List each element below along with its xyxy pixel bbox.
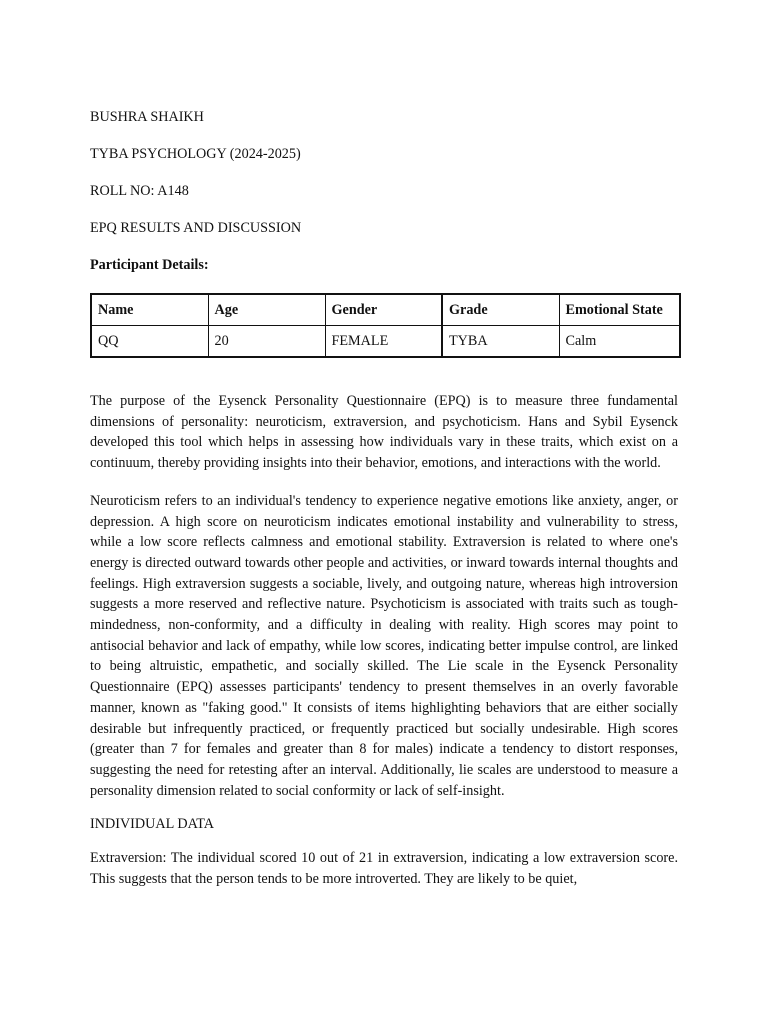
table-header-cell: Age <box>208 294 325 326</box>
table-cell: 20 <box>208 326 325 358</box>
table-header-cell: Name <box>91 294 208 326</box>
roll-number: ROLL NO: A148 <box>90 183 189 199</box>
table-header-cell: Emotional State <box>559 294 680 326</box>
table-header-cell: Gender <box>325 294 442 326</box>
participant-details-table <box>90 293 681 358</box>
participant-details-heading: Participant Details: <box>90 257 209 273</box>
table-cell: Calm <box>559 326 680 358</box>
table-row <box>91 326 680 358</box>
document-content <box>90 108 678 890</box>
intro-paragraph: The purpose of the Eysenck Personality Questionnaire (EPQ) is to measure three fundamental dimensions of personality: neuroticism, extraversion, and psychoticism. Hans and Sybil Eysenck developed this tool which helps in assessing how individuals vary in these traits, which exist on a continuum, thereby providing insights into their behavior, emotions, and interactions with the world. <box>90 393 678 472</box>
table-header-row <box>91 294 680 326</box>
traits-paragraph: Neuroticism refers to an individual's tendency to experience negative emotions like anxiety, anger, or depression. A high score on neuroticism indicates emotional instability and vulnerability to stress, while a low score reflects calmness and emotional stability. Extraversion is related to where one's energy is directed outward towards other people and activities, or inward towards internal thoughts and feelings. High extraversion suggests a sociable, lively, and outgoing nature, whereas high introversion suggests a more reserved and reflective nature. Psychoticism is associated with traits such as tough-mindedness, non-conformity, and a difficulty in dealing with reality. High scores may point to antisocial behavior and lack of empathy, while low scores, indicating better impulse control, are linked to being altruistic, empathetic, and socially skilled. The Lie scale in the Eysenck Personality Questionnaire (EPQ) assesses participants' tendency to present themselves in an overly favorable manner, known as "faking good." It consists of items highlighting behaviors that are either socially desirable but infrequently practiced, or frequently practiced but socially undesirable. High scores (greater than 7 for females and greater than 8 for males) indicate a tendency to distort responses, suggesting the need for retesting after an interval. Additionally, lie scales are understood to measure a personality dimension related to social conformity or lack of self-insight. <box>90 492 678 799</box>
course-line: TYBA PSYCHOLOGY (2024-2025) <box>90 146 301 162</box>
table-header-cell: Grade <box>442 294 559 326</box>
author-name: BUSHRA SHAIKH <box>90 109 204 125</box>
table-cell: FEMALE <box>325 326 442 358</box>
table-cell: TYBA <box>442 326 559 358</box>
individual-data-heading: INDIVIDUAL DATA <box>90 816 215 833</box>
extraversion-paragraph: Extraversion: The individual scored 10 out of 21 in extraversion, indicating a low extraversion score. This suggests that the person tends to be more introverted. They are likely to be quiet, <box>90 850 678 888</box>
table-cell: QQ <box>91 326 208 358</box>
document-title: EPQ RESULTS AND DISCUSSION <box>90 220 302 236</box>
